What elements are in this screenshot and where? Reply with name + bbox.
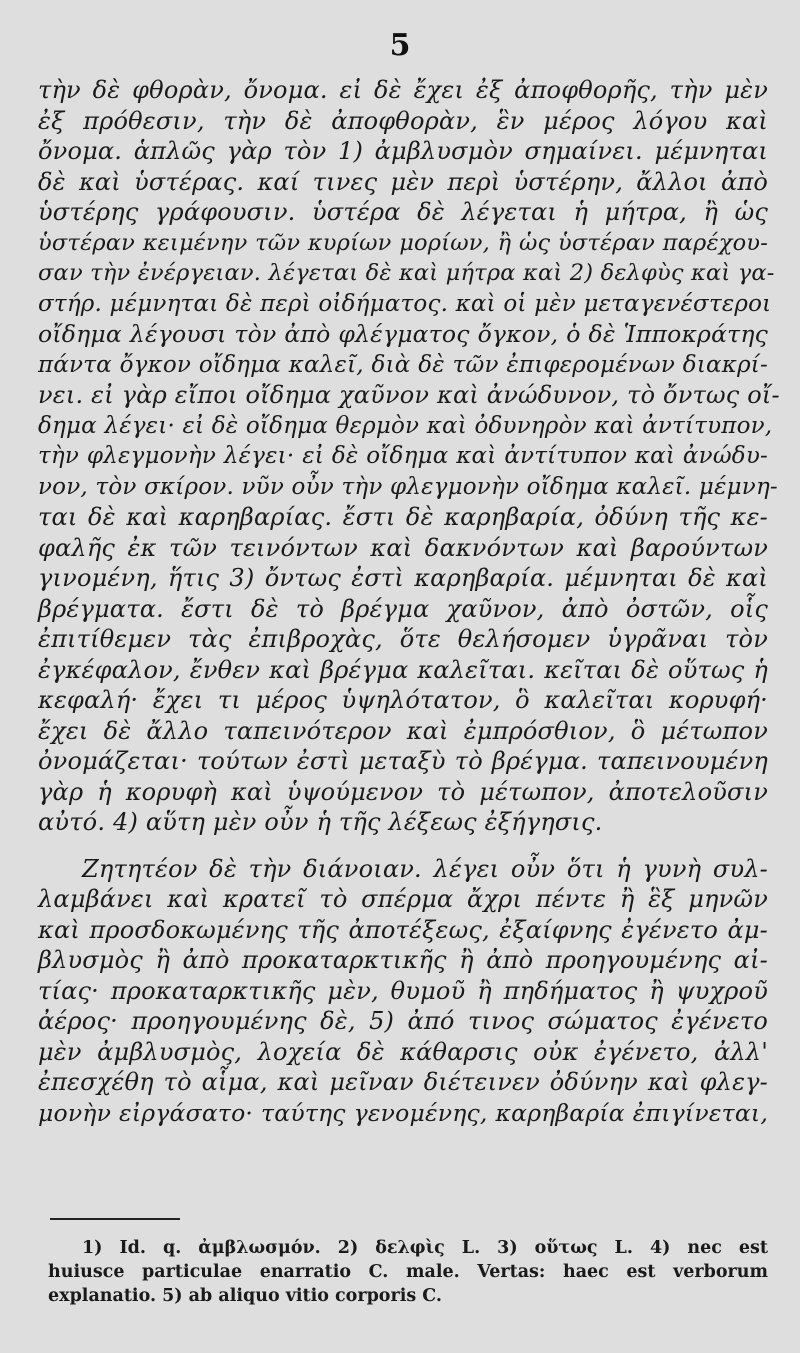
- text-line: ται δὲ καὶ καρηβαρίας. ἔστι δὲ καρηβαρία, ὀδύνη τῆς κε-: [38, 503, 768, 531]
- text-line: τὴν φλεγμονὴν λέγει· εἰ δὲ οἴδημα καὶ ἀντίτυπον καὶ ἀνώδυ-: [38, 443, 768, 469]
- text-line: λαμβάνει καὶ κρατεῖ τὸ σπέρμα ἄχρι πέντε ἢ ἓξ μηνῶν: [38, 885, 768, 913]
- text-line: τίας· προκαταρκτικῆς μὲν, θυμοῦ ἢ πηδήματος ἢ ψυχροῦ: [38, 976, 768, 1005]
- footnote-line: explanatio. 5) ab aliquo vitio corporis C.: [48, 1286, 443, 1306]
- text-line: ἐπεσχέθη τὸ αἷμα, καὶ μεῖναν διέτεινεν ὀδύνην καὶ φλεγ-: [38, 1068, 768, 1096]
- text-line: καὶ προσδοκωμένης τῆς ἀποτέξεως, ἐξαίφνης ἐγένετο ἀμ-: [38, 915, 768, 944]
- footnotes: [48, 1236, 768, 1308]
- main-text: [38, 75, 780, 1128]
- text-line: ἀέρος· προηγουμένης δὲ, 5) ἀπό τινος σώματος ἐγένετο: [38, 1007, 768, 1035]
- text-line: ὀνομάζεται· τούτων ἐστὶ μεταξὺ τὸ βρέγμα. ταπεινουμένη: [38, 747, 768, 775]
- text-line: ὑστέρης γράφουσιν. ὑστέρα δὲ λέγεται ἡ μήτρα, ἢ ὡς: [38, 198, 768, 226]
- text-line: στήρ. μέμνηται δὲ περὶ οἰδήματος. καὶ οἱ μὲν μεταγενέστεροι: [38, 290, 772, 317]
- text-line: αὐτό. 4) αὕτη μὲν οὖν ἡ τῆς λέξεως ἐξήγησις.: [38, 808, 603, 836]
- text-line: ἐγκέφαλον, ἔνθεν καὶ βρέγμα καλεῖται. κεῖται δὲ οὕτως ἡ: [38, 655, 768, 684]
- text-line: βρέγματα. ἔστι δὲ τὸ βρέγμα χαῦνον, ἀπὸ ὀστῶν, οἷς: [38, 594, 768, 623]
- text-line: βλυσμὸς ἢ ἀπὸ προκαταρκτικῆς ἢ ἀπὸ προηγουμένης αἰ-: [38, 946, 768, 974]
- text-line: νον, τὸν σκίρον. νῦν οὖν τὴν φλεγμονὴν οἴδημα καλεῖ. μέμνη-: [38, 473, 778, 500]
- text-line: μονὴν εἰργάσατο· ταύτης γενομένης, καρηβαρία ἐπιγίνεται,: [38, 1098, 768, 1127]
- footnote-line: 1) Id. q. ἀμβλωσμόν. 2) δελφὶς L. 3) οὕτως L. 4) nec est: [82, 1238, 768, 1258]
- page-number: 5: [389, 28, 411, 63]
- text-line: ὄνομα. ἁπλῶς γὰρ τὸν 1) ἀμβλυσμὸν σημαίνει. μέμνηται: [38, 137, 768, 165]
- text-line: νει. εἰ γὰρ εἴποι οἴδημα χαῦνον καὶ ἀνώδυνον, τὸ ὄντως οἴ-: [38, 381, 780, 409]
- paragraph-1: [38, 75, 780, 838]
- paragraph-2: [38, 854, 768, 1129]
- text-line: ἐπιτίθεμεν τὰς ἐπιβροχὰς, ὅτε θελήσομεν ὑγρᾶναι τὸν: [38, 625, 768, 653]
- text-line: δὲ καὶ ὑστέρας. καί τινες μὲν περὶ ὑστέρην, ἄλλοι ἀπὸ: [38, 167, 768, 196]
- text-line: ὑστέραν κειμένην τῶν κυρίων μορίων, ἢ ὡς ὑστέραν παρέχου-: [38, 229, 768, 256]
- text-line: σαν τὴν ἐνέργειαν. λέγεται δὲ καὶ μήτρα καὶ 2) δελφὺς καὶ γα-: [38, 260, 775, 286]
- footnote-rule: [50, 1218, 180, 1220]
- footnote-line: huiusce particulae enarratio C. male. Vertas: haec est verborum: [48, 1262, 768, 1282]
- text-line: δημα λέγει· εἰ δὲ οἴδημα θερμὸν καὶ ὀδυνηρὸν καὶ ἀντίτυπον,: [38, 412, 773, 439]
- text-line: Ζητητέον δὲ τὴν διάνοιαν. λέγει οὖν ὅτι ἡ γυνὴ συλ-: [82, 854, 768, 883]
- text-line: πάντα ὄγκον οἴδημα καλεῖ, διὰ δὲ τῶν ἐπιφερομένων διακρί-: [38, 351, 768, 378]
- text-line: γὰρ ἡ κορυφὴ καὶ ὑψούμενον τὸ μέτωπον, ἀποτελοῦσιν: [38, 777, 768, 806]
- text-line: γινομένη, ἥτις 3) ὄντως ἐστὶ καρηβαρία. μέμνηται δὲ καὶ: [38, 564, 768, 592]
- text-line: ἐξ πρόθεσιν, τὴν δὲ ἀποφθορὰν, ἓν μέρος λόγου καὶ: [38, 106, 768, 135]
- text-line: μὲν ἀμβλυσμὸς, λοχεία δὲ κάθαρσις οὐκ ἐγένετο, ἀλλ': [38, 1037, 768, 1066]
- text-line: οἴδημα λέγουσι τὸν ἀπὸ φλέγματος ὄγκον, ὁ δὲ Ἱπποκράτης: [38, 320, 768, 348]
- text-line: κεφαλή· ἔχει τι μέρος ὑψηλότατον, ὃ καλεῖται κορυφή·: [38, 686, 768, 714]
- text-line: τὴν δὲ φθορὰν, ὄνομα. εἰ δὲ ἔχει ἐξ ἀποφθορῆς, τὴν μὲν: [38, 76, 768, 104]
- text-line: φαλῆς ἐκ τῶν τεινόντων καὶ δακνόντων καὶ βαρούντων: [38, 533, 768, 562]
- paragraph-gap: [38, 838, 768, 854]
- text-line: ἔχει δὲ ἄλλο ταπεινότερον καὶ ἐμπρόσθιον, ὃ μέτωπον: [38, 716, 768, 745]
